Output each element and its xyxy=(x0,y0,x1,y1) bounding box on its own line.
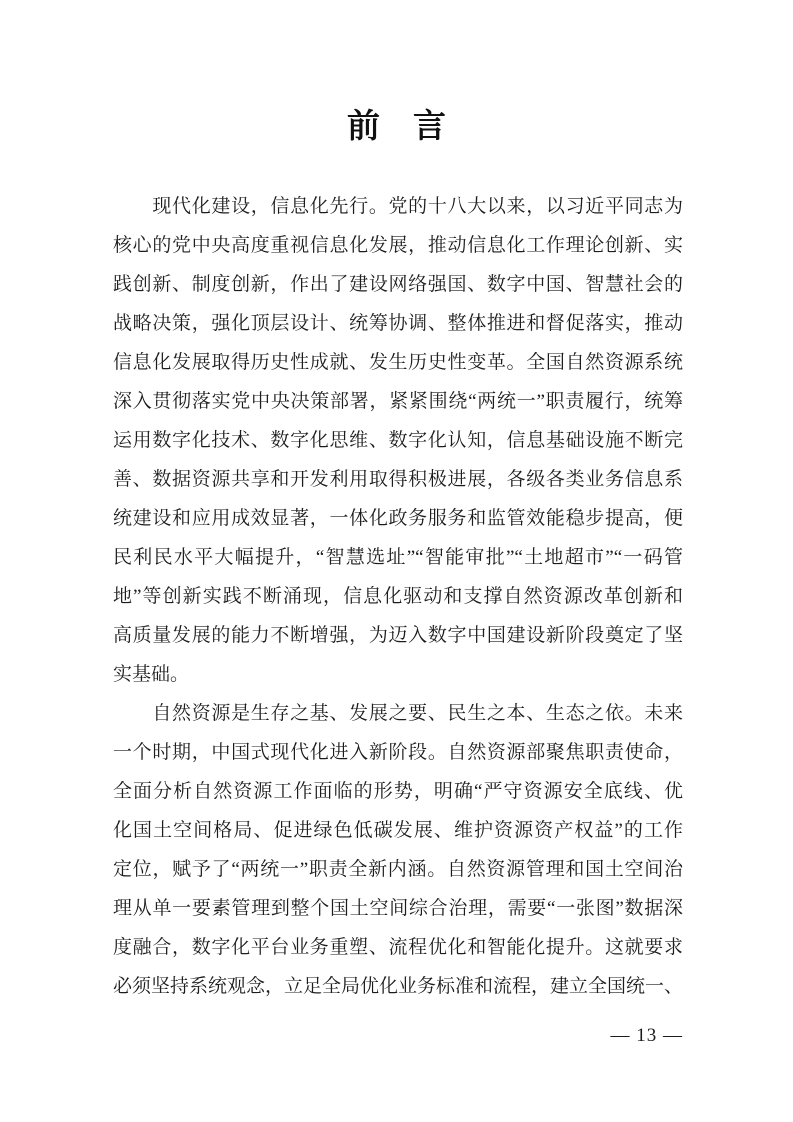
page-title: 前 言 xyxy=(347,107,446,144)
text-line: 全面分析自然资源工作面临的形势，明确“严守资源安全底线、优 xyxy=(113,781,683,802)
text-line: 统建设和应用成效显著，一体化政务服务和监管效能稳步提高，便 xyxy=(113,508,683,529)
text-line: 理从单一要素管理到整个国土空间综合治理，需要“一张图”数据深 xyxy=(113,898,683,919)
text-line: 核心的党中央高度重视信息化发展，推动信息化工作理论创新、实 xyxy=(113,235,683,256)
text-line: 民利民水平大幅提升，“智慧选址”“智能审批”“土地超市”“一码管 xyxy=(113,547,683,568)
text-line: 度融合，数字化平台业务重塑、流程优化和智能化提升。这就要求 xyxy=(113,937,683,958)
text-line: 化国土空间格局、促进绿色低碳发展、维护资源资产权益”的工作 xyxy=(113,820,683,841)
page-number: — 13 — xyxy=(610,1025,683,1046)
text-line: 实基础。 xyxy=(113,664,190,685)
paragraph xyxy=(113,694,683,1006)
text-line: 运用数字化技术、数字化思维、数字化认知，信息基础设施不断完 xyxy=(113,430,683,451)
text-line: 一个时期，中国式现代化进入新阶段。自然资源部聚焦职责使命， xyxy=(113,742,683,763)
text-line: 善、数据资源共享和开发利用取得积极进展，各级各类业务信息系 xyxy=(113,469,683,490)
text-line: 践创新、制度创新，作出了建设网络强国、数字中国、智慧社会的 xyxy=(113,274,683,295)
text-line: 高质量发展的能力不断增强，为迈入数字中国建设新阶段奠定了坚 xyxy=(113,625,683,646)
text-line: 必须坚持系统观念，立足全局优化业务标准和流程，建立全国统一、 xyxy=(113,976,684,997)
text-line: 深入贯彻落实党中央决策部署，紧紧围绕“两统一”职责履行，统筹 xyxy=(113,391,683,412)
text-line: 定位，赋予了“两统一”职责全新内涵。自然资源管理和国土空间治 xyxy=(113,859,683,880)
text-line: 自然资源是生存之基、发展之要、民生之本、生态之依。未来 xyxy=(113,703,683,724)
text-line: 信息化发展取得历史性成就、发生历史性变革。全国自然资源系统 xyxy=(113,352,683,373)
text-line: 地”等创新实践不断涌现，信息化驱动和支撑自然资源改革创新和 xyxy=(113,586,683,607)
page-footer xyxy=(611,1024,684,1048)
body-text xyxy=(113,187,683,1006)
text-line: 战略决策，强化顶层设计、统筹协调、整体推进和督促落实，推动 xyxy=(113,313,683,334)
text-line: 现代化建设，信息化先行。党的十八大以来，以习近平同志为 xyxy=(113,196,683,217)
paragraph xyxy=(113,187,683,694)
